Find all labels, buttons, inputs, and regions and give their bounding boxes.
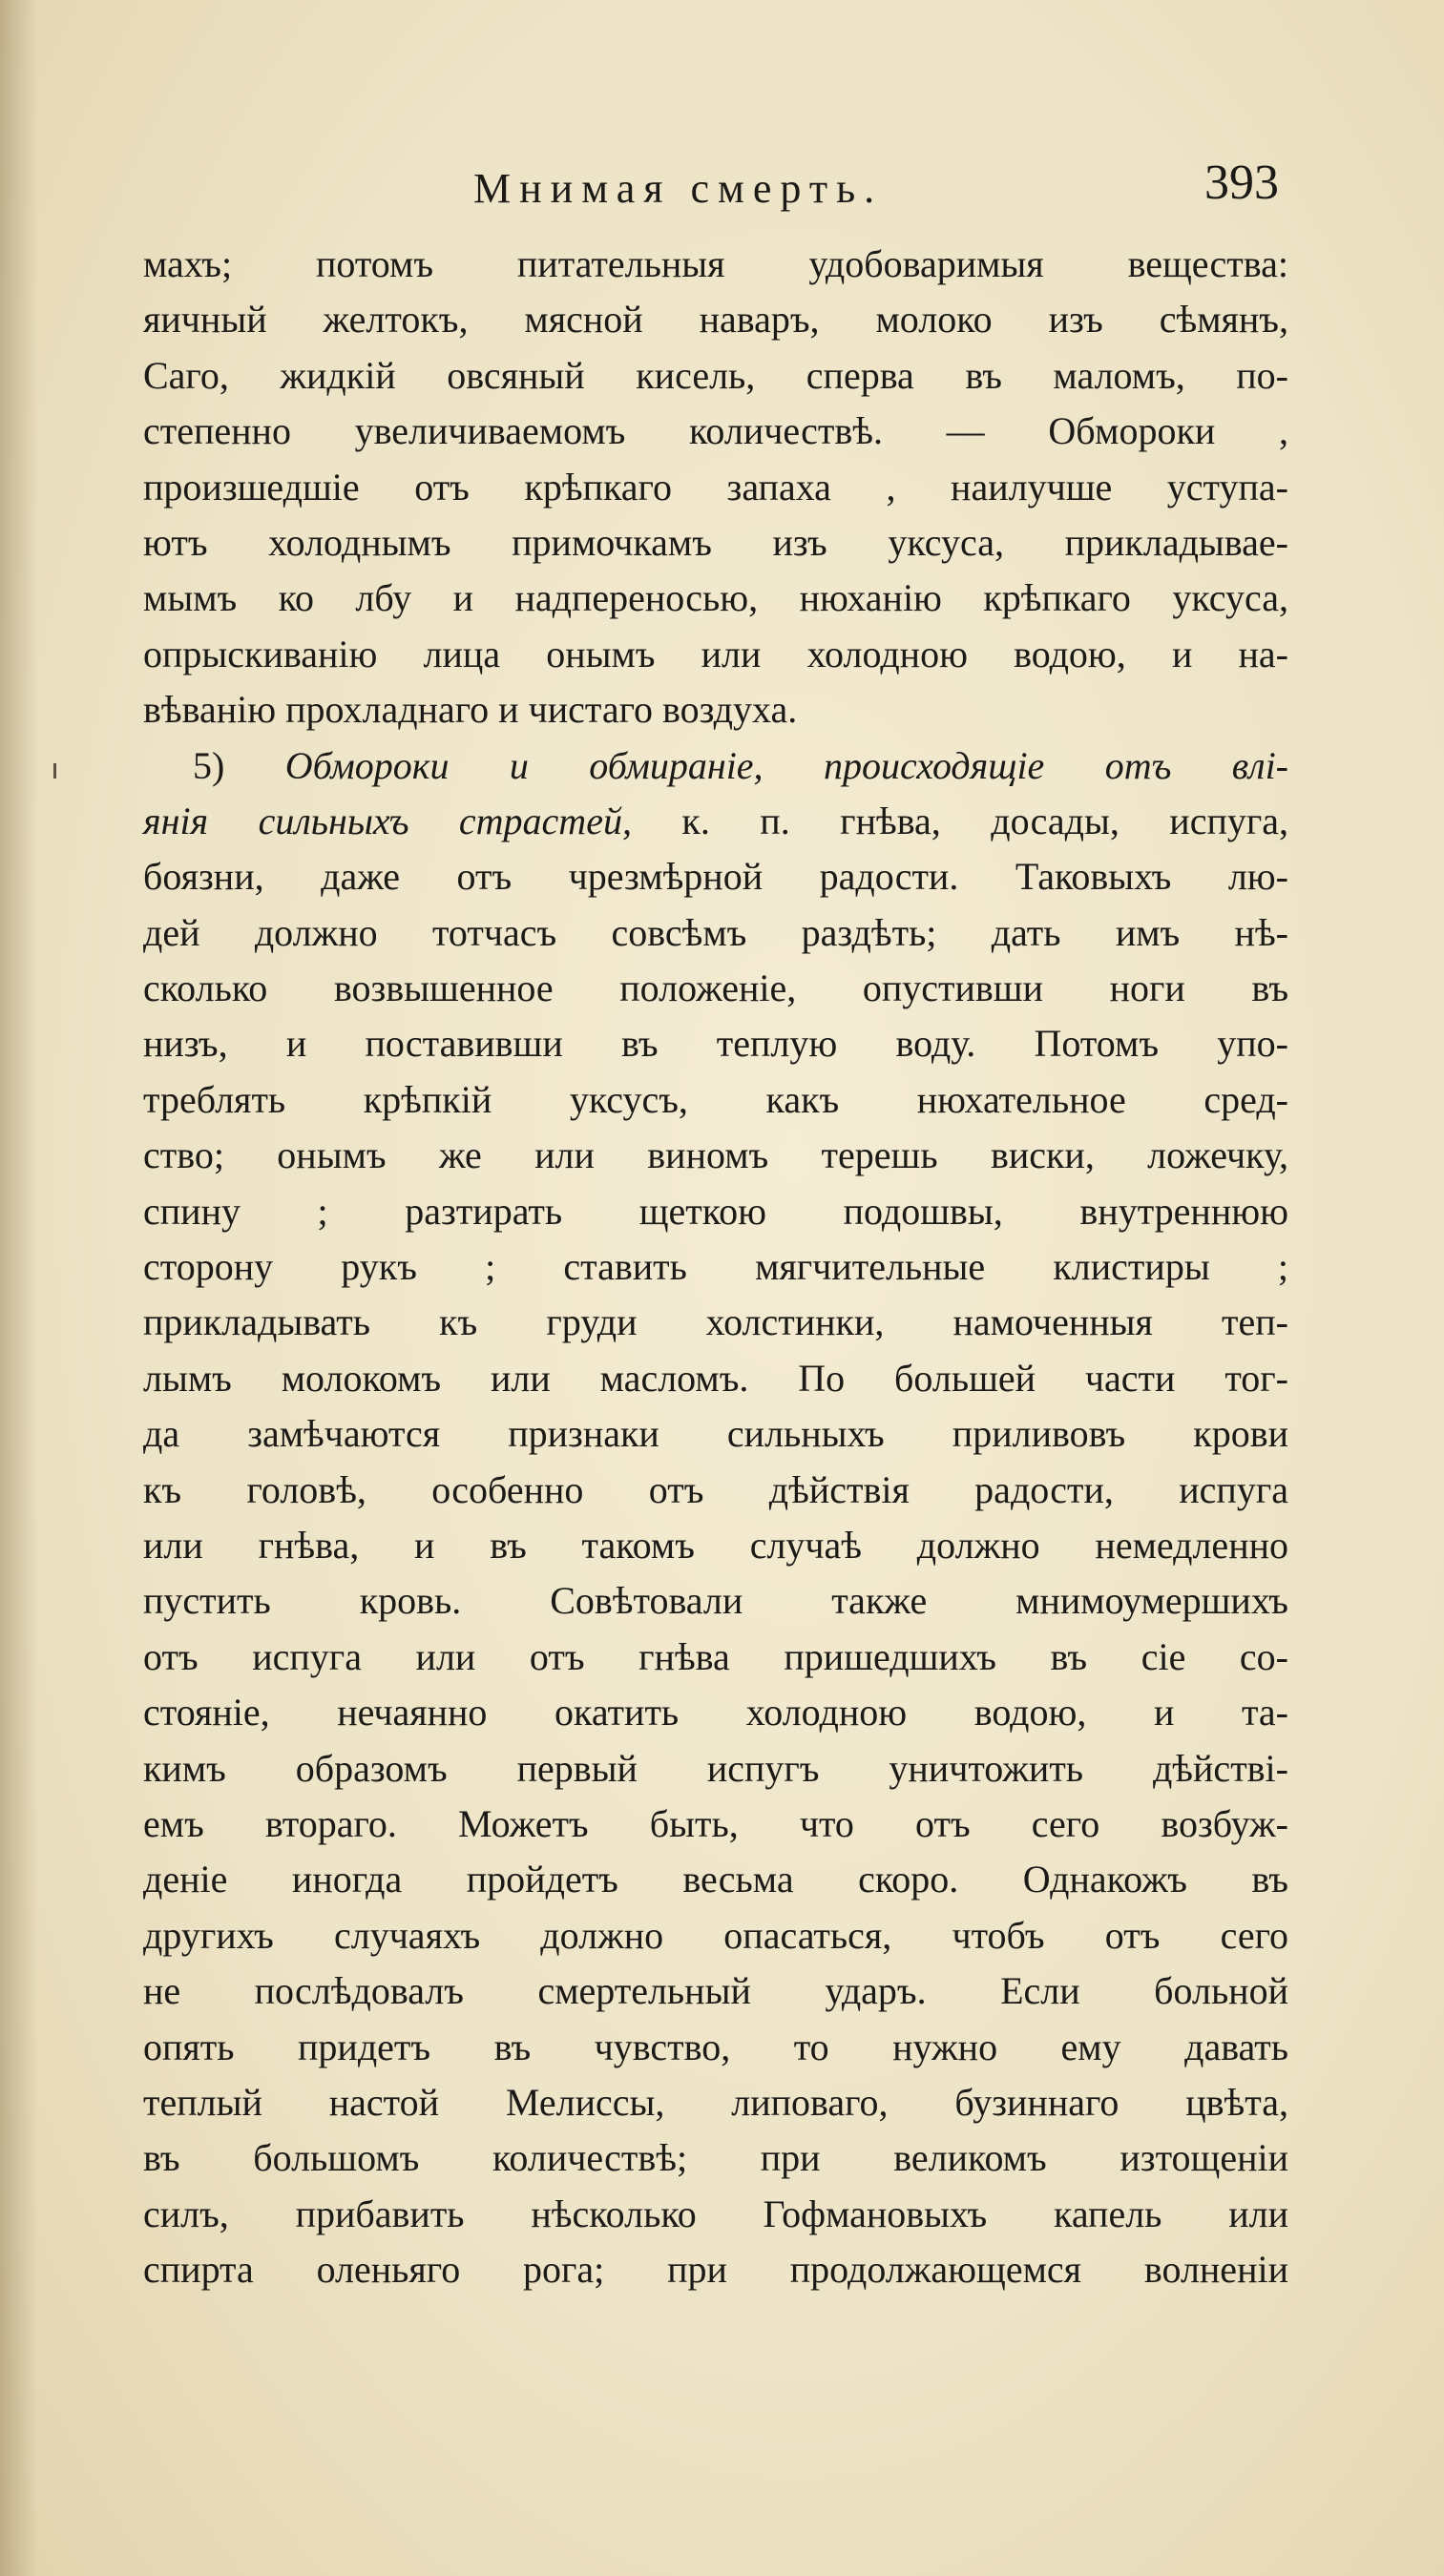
italic-heading: Обмороки и обмираніе, происходящіе отъ влі-	[284, 743, 1288, 787]
text-line: мымъ ко лбу и надпереносью, нюханію крѣпкаго уксуса,	[143, 576, 1288, 620]
body-text	[143, 237, 1288, 2297]
text-line: опрыскиванію лица онымъ или холодною водою, и на-	[143, 632, 1288, 675]
text-line: силъ, прибавить нѣсколько Гофмановыхъ капель или	[143, 2192, 1288, 2235]
text-line: опять придетъ въ чувство, то нужно ему давать	[143, 2025, 1288, 2068]
margin-mark	[53, 763, 56, 779]
text-line: емъ втораго. Можетъ быть, что отъ сего возбуж-	[143, 1801, 1288, 1845]
text-line: не послѣдовалъ смертельный ударъ. Если больной	[143, 1969, 1288, 2013]
text-line: низъ, и поставивши въ теплую воду. Потомъ упо-	[143, 1022, 1288, 1066]
text-line: стояніе, нечаянно окатить холодною водою, и та-	[143, 1691, 1288, 1735]
text-line: пустить кровь. Совѣтовали также мнимоумершихъ	[143, 1579, 1288, 1623]
text-line: къ головѣ, особенно отъ дѣйствія радости, испуга	[143, 1467, 1288, 1511]
text-line: боязни, даже отъ чрезмѣрной радости. Таковыхъ лю-	[143, 855, 1288, 899]
text-line: степенно увеличиваемомъ количествѣ. — Обмороки ,	[143, 409, 1288, 453]
text-line: другихъ случаяхъ должно опасаться, чтобъ отъ сего	[143, 1913, 1288, 1957]
text-line: теплый настой Мелиссы, липоваго, бузиннаго цвѣта,	[143, 2080, 1288, 2124]
text-line: махъ; потомъ питательныя удобоваримыя вещества:	[143, 242, 1288, 285]
text-line: въ большомъ количествѣ; при великомъ изтощеніи	[143, 2136, 1288, 2180]
paragraph-start-line	[143, 738, 1288, 794]
text-line: Саго, жидкій овсяный кисель, сперва въ маломъ, по-	[143, 353, 1288, 397]
text-line: сколько возвышенное положеніе, опустивши ноги въ	[143, 966, 1288, 1010]
text-line: ство; онымъ же или виномъ терешь виски, ложечку,	[143, 1133, 1288, 1177]
text-line: яичный желтокъ, мясной наваръ, молоко изъ сѣмянъ,	[143, 298, 1288, 342]
text-line: отъ испуга или отъ гнѣва пришедшихъ въ сіе со-	[143, 1634, 1288, 1678]
item-number: 5)	[193, 743, 285, 787]
spine-shadow	[0, 0, 38, 2576]
text-line: спирта оленьяго рога; при продолжающемся волненіи	[143, 2248, 1288, 2292]
text-line: да замѣчаются признаки сильныхъ приливовъ крови	[143, 1412, 1288, 1456]
page-number: 393	[1204, 156, 1279, 210]
text-line: дей должно тотчасъ совсѣмъ раздѣть; дать имъ нѣ-	[143, 910, 1288, 954]
running-head: Мнимая смерть.	[473, 165, 884, 212]
text-line: ютъ холоднымъ примочкамъ изъ уксуса, прикладывае-	[143, 520, 1288, 564]
text-line: треблять крѣпкій уксусъ, какъ нюхательное сред-	[143, 1077, 1288, 1121]
text-line: прикладывать къ груди холстинки, намоченныя теп-	[143, 1300, 1288, 1344]
text-line: лымъ молокомъ или масломъ. По большей части тог-	[143, 1356, 1288, 1400]
italic-heading: янія сильныхъ страстей,	[143, 799, 632, 842]
text-line: сторону рукъ ; ставить мягчительные клистиры ;	[143, 1245, 1288, 1289]
text-line: спину ; разтирать щеткою подошвы, внутреннюю	[143, 1189, 1288, 1233]
text-line: произшедшіе отъ крѣпкаго запаха , наилучше уступа-	[143, 465, 1288, 509]
text-line: или гнѣва, и въ такомъ случаѣ должно немедленно	[143, 1523, 1288, 1567]
text-line: кимъ образомъ первый испугъ уничтожить дѣйствi-	[143, 1746, 1288, 1790]
text-line: вѣванію прохладнаго и чистаго воздуха.	[143, 688, 798, 732]
text-line: янія сильныхъ страстей, к. п. гнѣва, досады, испуга,	[143, 799, 1289, 842]
text-line: деніе иногда пройдетъ весьма скоро. Однакожъ въ	[143, 1858, 1288, 1901]
